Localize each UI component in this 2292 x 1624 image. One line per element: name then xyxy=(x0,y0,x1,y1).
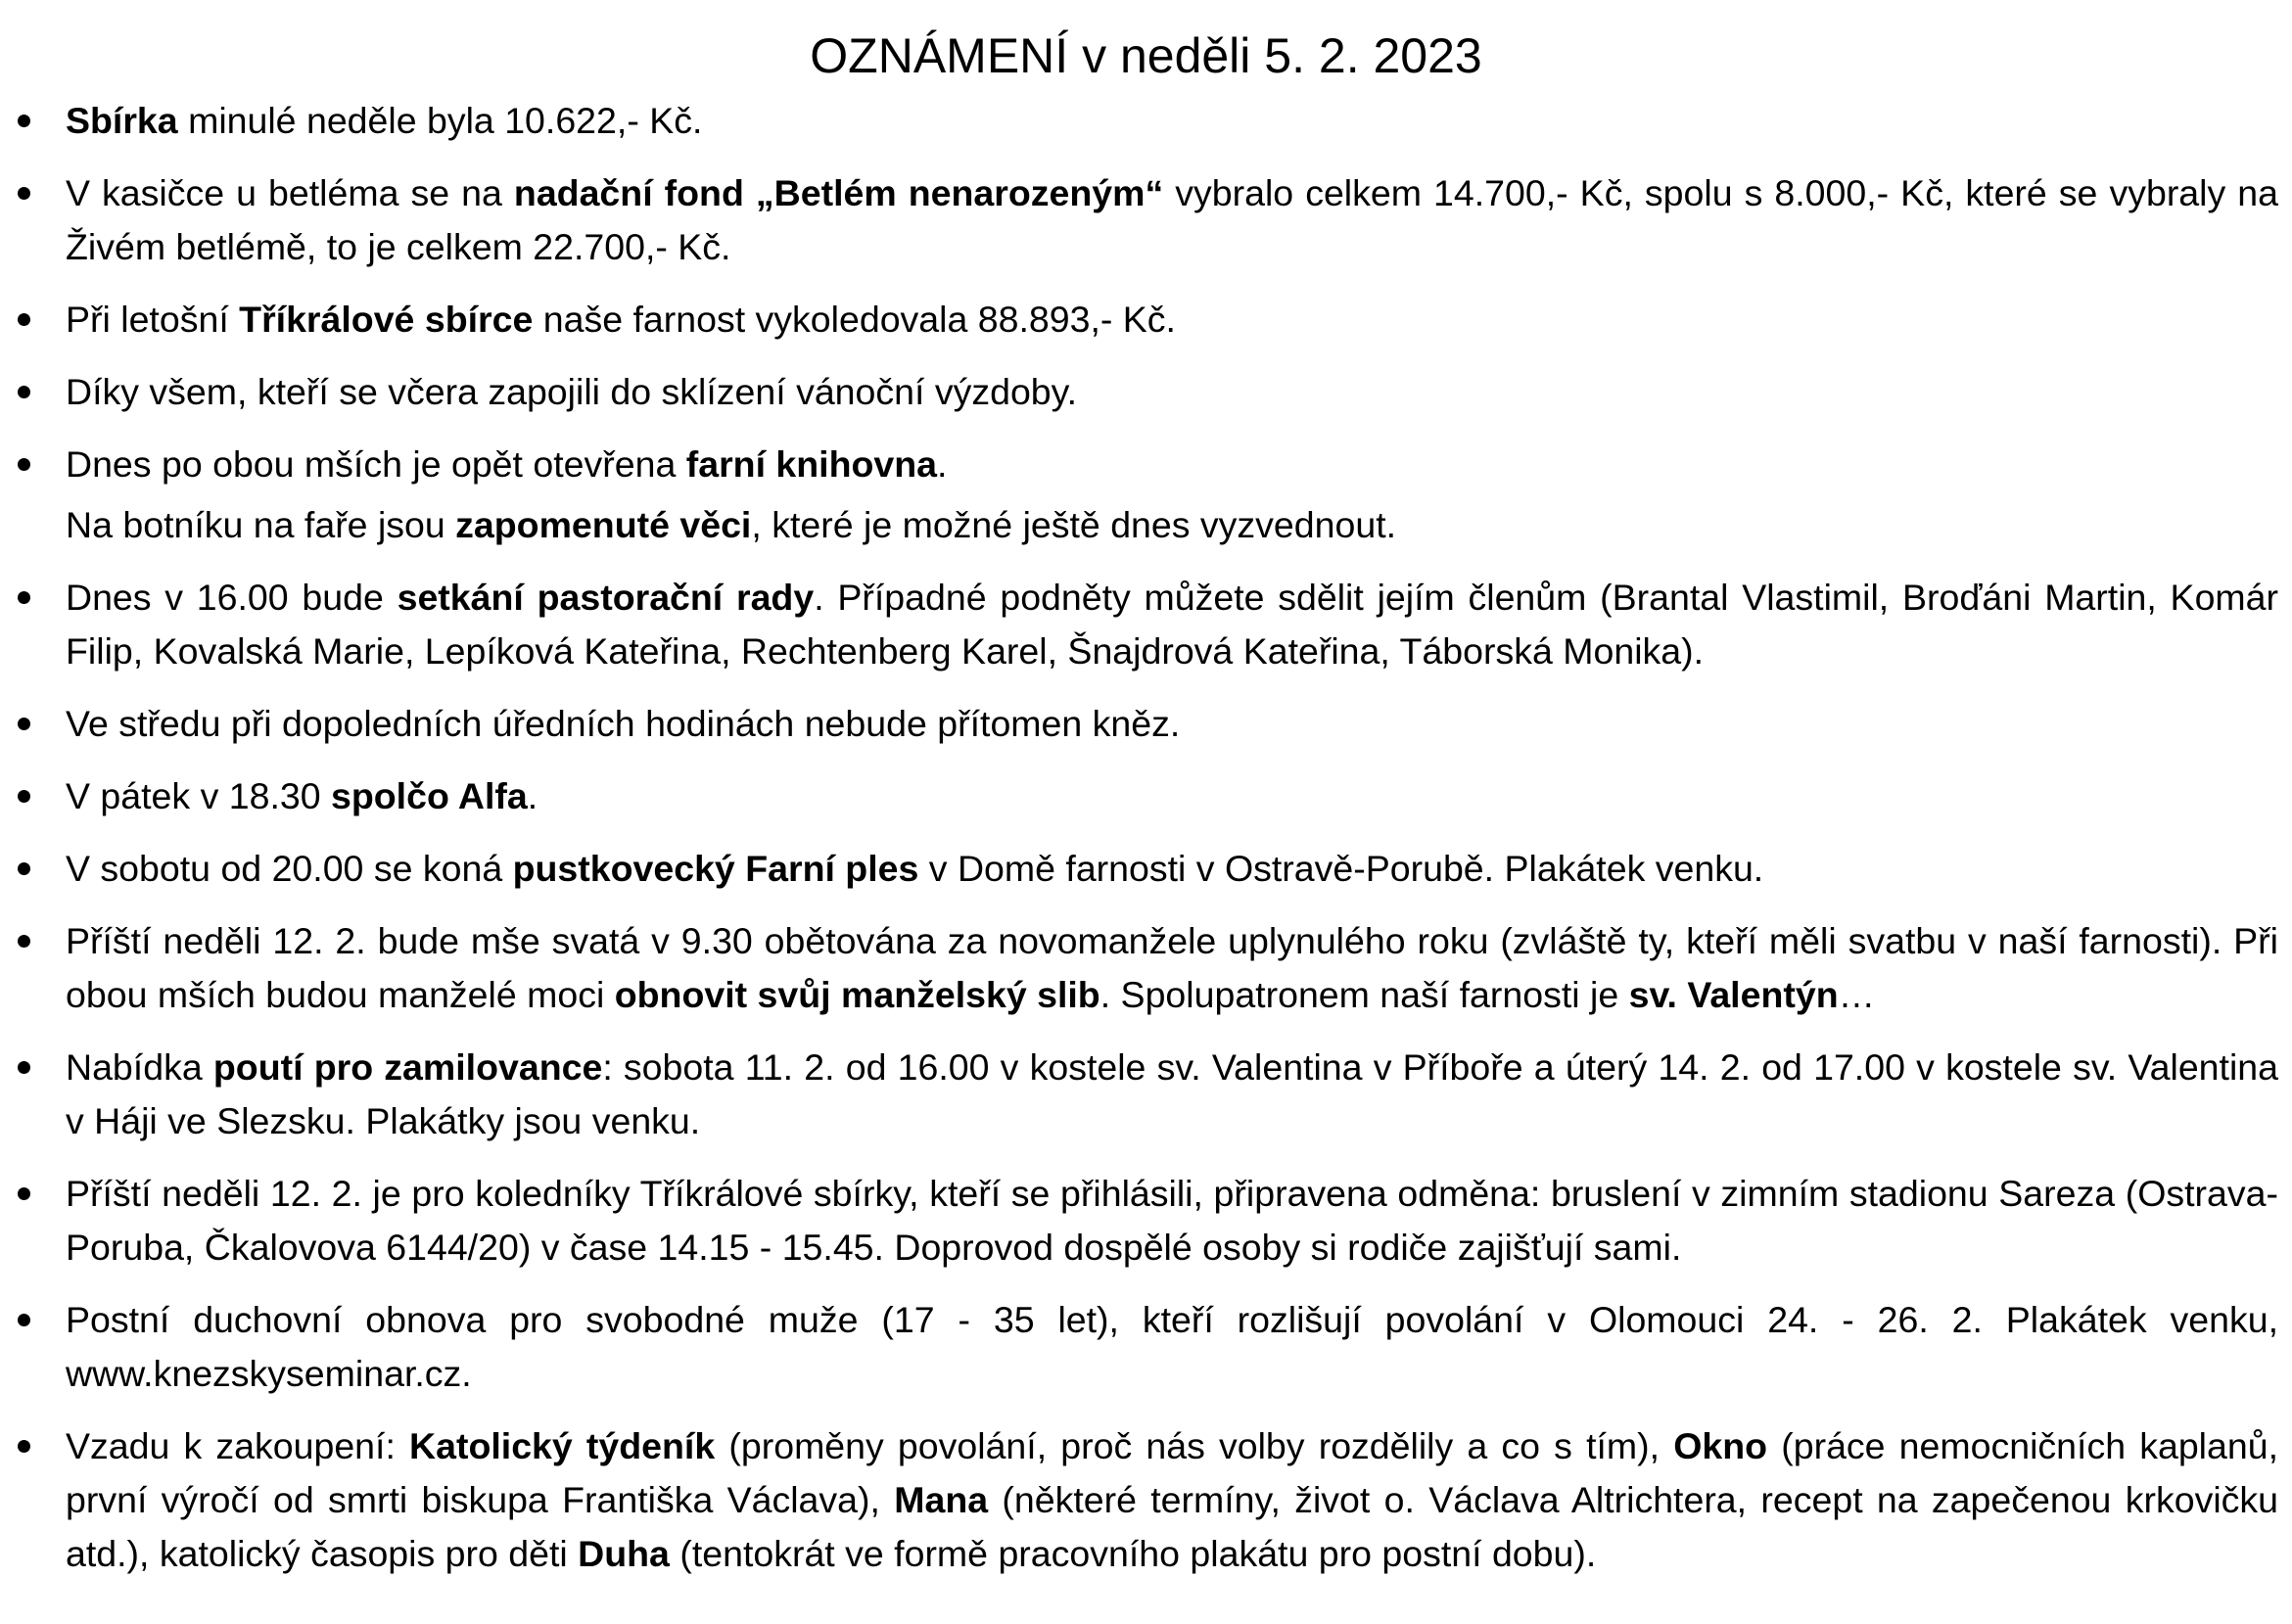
emphasized-text: nadační fond „Betlém nenarozeným“ xyxy=(513,172,1164,213)
bullet-icon xyxy=(18,790,30,803)
announcement-text: Nabídka xyxy=(66,1046,213,1088)
emphasized-text: spolčo Alfa xyxy=(331,775,528,816)
announcement-text: Díky všem, kteří se včera zapojili do sklízení vánoční výzdoby. xyxy=(66,371,1078,412)
announcement-text: . xyxy=(937,443,948,485)
announcement-item xyxy=(14,166,2278,274)
announcement-item xyxy=(14,1167,2278,1275)
announcement-item xyxy=(14,365,2278,419)
emphasized-text: Okno xyxy=(1673,1425,1768,1466)
emphasized-text: pustkovecký Farní ples xyxy=(512,848,919,889)
announcement-text: Při letošní xyxy=(66,299,240,340)
bullet-icon xyxy=(18,935,30,948)
announcement-list xyxy=(14,94,2278,1581)
announcement-text: . Spolupatronem naší farnosti je xyxy=(1099,974,1629,1015)
announcement-text: Postní duchovní obnova pro svobodné muže (17 - 35 let), kteří rozlišují povolání v Olomouci 24. - 26. 2. Plakátek venku, www.knezskyseminar.cz. xyxy=(66,1299,2278,1394)
announcement-item xyxy=(14,769,2278,823)
bullet-icon xyxy=(18,591,30,604)
announcement-item xyxy=(14,697,2278,751)
announcement-text: … xyxy=(1838,974,1876,1015)
announcement-item xyxy=(14,438,2278,491)
announcement-text: minulé neděle byla 10.622,- Kč. xyxy=(177,100,703,141)
announcement-text: Vzadu k zakoupení: xyxy=(66,1425,410,1466)
announcement-item xyxy=(14,571,2278,678)
emphasized-text: farní knihovna xyxy=(685,443,938,485)
announcement-text: vybralo celkem 14.700,- Kč, spolu s 8.000,- Kč, které se vybraly na Živém betlémě, to je celkem 22.700,- Kč. xyxy=(66,172,2278,267)
announcement-item xyxy=(14,94,2278,148)
announcement-item xyxy=(14,1293,2278,1401)
announcement-text: V sobotu od 20.00 se koná xyxy=(66,848,513,889)
announcement-text: v Domě farnosti v Ostravě-Porubě. Plakátek venku. xyxy=(918,848,1764,889)
announcement-text: V pátek v 18.30 xyxy=(66,775,332,816)
announcement-text: Dnes v 16.00 bude xyxy=(66,577,398,618)
bullet-icon xyxy=(18,1187,30,1200)
emphasized-text: Mana xyxy=(894,1479,989,1520)
announcement-text: Příští neděli 12. 2. je pro koledníky Tříkrálové sbírky, kteří se přihlásili, připravena odměna: bruslení v zimním stadionu Sareza (Ostrava-Poruba, Čkalovova 6144/20) v čase 14.15 - 15.45. Doprovod dospělé osoby si rodiče zajišťují sami. xyxy=(66,1173,2278,1268)
announcement-item xyxy=(14,914,2278,1022)
emphasized-text: Katolický týdeník xyxy=(409,1425,716,1466)
bullet-icon xyxy=(18,1314,30,1326)
bullet-icon xyxy=(18,1440,30,1453)
announcement-text: V kasičce u betléma se na xyxy=(66,172,514,213)
emphasized-text: poutí pro zamilovance xyxy=(212,1046,603,1088)
bullet-icon xyxy=(18,187,30,200)
announcement-text: (proměny povolání, proč nás volby rozdělily a co s tím), xyxy=(715,1425,1674,1466)
announcement-text: (některé termíny, život o. Václava Altrichtera, recept na zapečenou krkovičku atd.), katolický časopis pro děti xyxy=(66,1479,2279,1574)
announcement-text: Příští neděli 12. 2. bude mše svatá v 9.30 obětována za novomanžele uplynulého roku (zvláště ty, kteří měli svatbu v naší farnosti). Při obou mších budou manželé moci xyxy=(66,920,2278,1015)
announcement-item xyxy=(14,1041,2278,1148)
emphasized-text: sv. Valentýn xyxy=(1628,974,1839,1015)
announcement-item xyxy=(14,842,2278,896)
announcement-text: , které je možné ještě dnes vyzvednout. xyxy=(751,504,1397,545)
emphasized-text: zapomenuté věci xyxy=(455,504,752,545)
emphasized-text: setkání pastorační rady xyxy=(397,577,815,618)
bullet-icon xyxy=(18,1061,30,1074)
announcement-text: . xyxy=(527,775,538,816)
announcement-text: naše farnost vykoledovala 88.893,- Kč. xyxy=(533,299,1176,340)
page-title: OZNÁMENÍ v neděli 5. 2. 2023 xyxy=(810,28,1482,83)
announcement-text: (tentokrát ve formě pracovního plakátu pro postní dobu). xyxy=(669,1533,1597,1574)
announcement-text: (práce nemocničních kaplanů, první výročí od smrti biskupa Františka Václava), xyxy=(66,1425,2278,1520)
bullet-icon xyxy=(18,458,30,471)
emphasized-text: Tříkrálové sbírce xyxy=(239,299,534,340)
announcement-item xyxy=(14,498,2278,552)
announcement-text: . Případné podněty můžete sdělit jejím členům (Brantal Vlastimil, Broďáni Martin, Komár Filip, Kovalská Marie, Lepíková Kateřina, Rechtenberg Karel, Šnajdrová Kateřina, Táborská Monika). xyxy=(66,577,2278,672)
announcement-text: Dnes po obou mších je opět otevřena xyxy=(66,443,686,485)
emphasized-text: Sbírka xyxy=(66,100,178,141)
announcement-item xyxy=(14,293,2278,347)
announcement-item xyxy=(14,1419,2278,1581)
bullet-icon xyxy=(18,115,30,127)
bullet-icon xyxy=(18,718,30,730)
bullet-icon xyxy=(18,386,30,398)
announcement-text: : sobota 11. 2. od 16.00 v kostele sv. Valentina v Příboře a úterý 14. 2. od 17.00 v kostele sv. Valentina v Háji ve Slezsku. Plakátky jsou venku. xyxy=(66,1046,2278,1141)
emphasized-text: obnovit svůj manželský slib xyxy=(614,974,1100,1015)
bullet-icon xyxy=(18,862,30,875)
announcement-text: Ve středu při dopoledních úředních hodinách nebude přítomen kněz. xyxy=(66,703,1181,744)
announcement-text: Na botníku na faře jsou xyxy=(66,504,456,545)
emphasized-text: Duha xyxy=(578,1533,670,1574)
bullet-icon xyxy=(18,313,30,326)
